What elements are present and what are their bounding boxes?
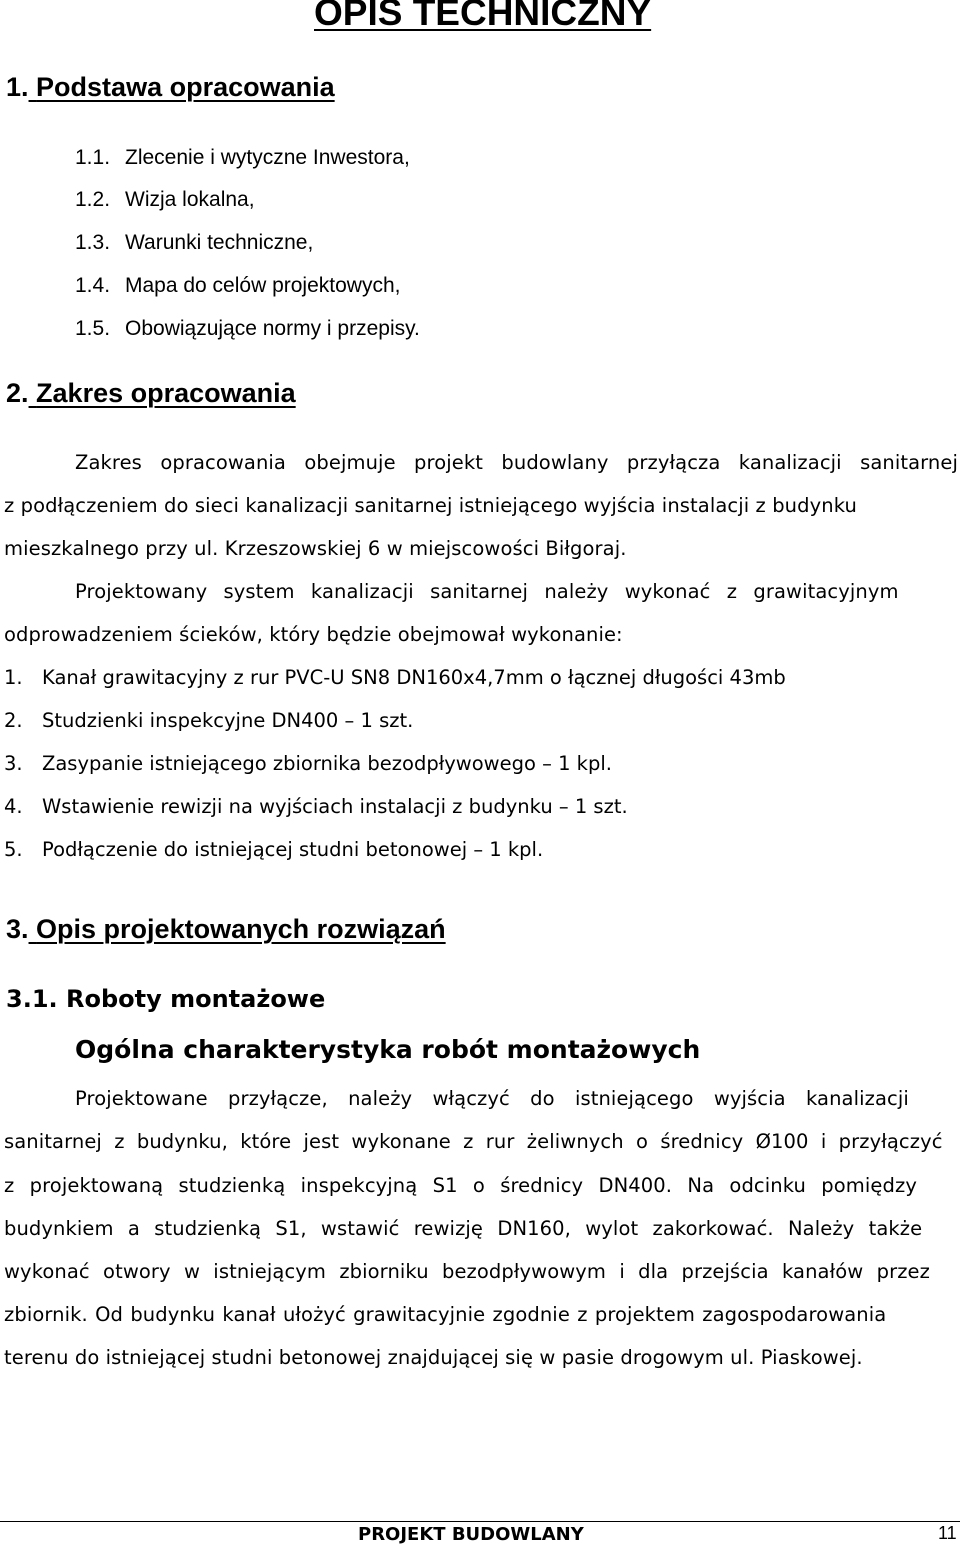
paragraph-line: sanitarnej z budynku, które jest wykonane z rur żeliwnych o średnicy Ø100 i przyłączyć: [4, 1130, 943, 1153]
subsubsection-heading: Ogólna charakterystyka robót montażowych: [75, 1035, 701, 1064]
footer-label: PROJEKT BUDOWLANY: [358, 1524, 584, 1545]
footer-rule: [0, 1521, 960, 1522]
list-item: 4. Wstawienie rewizji na wyjściach instalacji z budynku – 1 szt.: [4, 795, 628, 818]
paragraph-line: z projektowaną studzienką inspekcyjną S1 o średnicy DN400. Na odcinku pomiędzy: [4, 1174, 917, 1197]
justified-text: Projektowany system kanalizacji sanitarnej należy wykonać z grawitacyjnym: [75, 580, 899, 603]
paragraph-line: budynkiem a studzienką S1, wstawić rewizję DN160, wylot zakorkować. Należy także: [4, 1217, 923, 1240]
list-item: 1.3. Warunki techniczne,: [75, 231, 314, 254]
paragraph-line: z podłączeniem do sieci kanalizacji sanitarnej istniejącego wyjścia instalacji z budynku: [4, 494, 857, 517]
subsection-heading: 3.1. Roboty montażowe: [6, 985, 326, 1013]
section-2-number: 2.: [6, 378, 29, 408]
list-item: 1. Kanał grawitacyjny z rur PVC-U SN8 DN160x4,7mm o łącznej długości 43mb: [4, 666, 786, 689]
paragraph-line: odprowadzeniem ścieków, który będzie obejmował wykonanie:: [4, 623, 623, 646]
paragraph-line: terenu do istniejącej studni betonowej znajdującej się w pasie drogowym ul. Piaskowej.: [4, 1346, 863, 1369]
document-title: OPIS TECHNICZNY: [314, 0, 652, 33]
section-2-title: Zakres opracowania: [36, 378, 296, 408]
paragraph-line: [75, 451, 958, 474]
paragraph-line: zbiornik. Od budynku kanał ułożyć grawitacyjnie zgodnie z projektem zagospodarowania: [4, 1303, 887, 1326]
paragraph-line: mieszkalnego przy ul. Krzeszowskiej 6 w miejscowości Biłgoraj.: [4, 537, 627, 560]
justified-text: Zakres opracowania obejmuje projekt budowlany przyłącza kanalizacji sanitarnej: [75, 451, 958, 474]
list-item: 1.4. Mapa do celów projektowych,: [75, 274, 401, 297]
section-1-heading: [6, 72, 335, 103]
section-1-title: Podstawa opracowania: [36, 72, 335, 102]
section-3-number: 3.: [6, 914, 29, 944]
paragraph-line: [75, 580, 958, 603]
list-item: 1.5. Obowiązujące normy i przepisy.: [75, 317, 420, 340]
paragraph-line: Projektowane przyłącze, należy włączyć do istniejącego wyjścia kanalizacji: [75, 1087, 909, 1110]
list-item: 3. Zasypanie istniejącego zbiornika bezodpływowego – 1 kpl.: [4, 752, 612, 775]
section-3-heading: [6, 914, 446, 945]
list-item: 5. Podłączenie do istniejącej studni betonowej – 1 kpl.: [4, 838, 544, 861]
section-3-title: Opis projektowanych rozwiązań: [36, 914, 446, 944]
list-item: 1.1. Zlecenie i wytyczne Inwestora,: [75, 146, 410, 169]
page-number: 11: [938, 1523, 957, 1543]
section-1-number: 1.: [6, 72, 29, 102]
list-item: 1.2. Wizja lokalna,: [75, 188, 255, 211]
list-item: 2. Studzienki inspekcyjne DN400 – 1 szt.: [4, 709, 414, 732]
section-2-heading: [6, 378, 296, 409]
paragraph-line: wykonać otwory w istniejącym zbiorniku bezodpływowym i dla przejścia kanałów przez: [4, 1260, 930, 1283]
